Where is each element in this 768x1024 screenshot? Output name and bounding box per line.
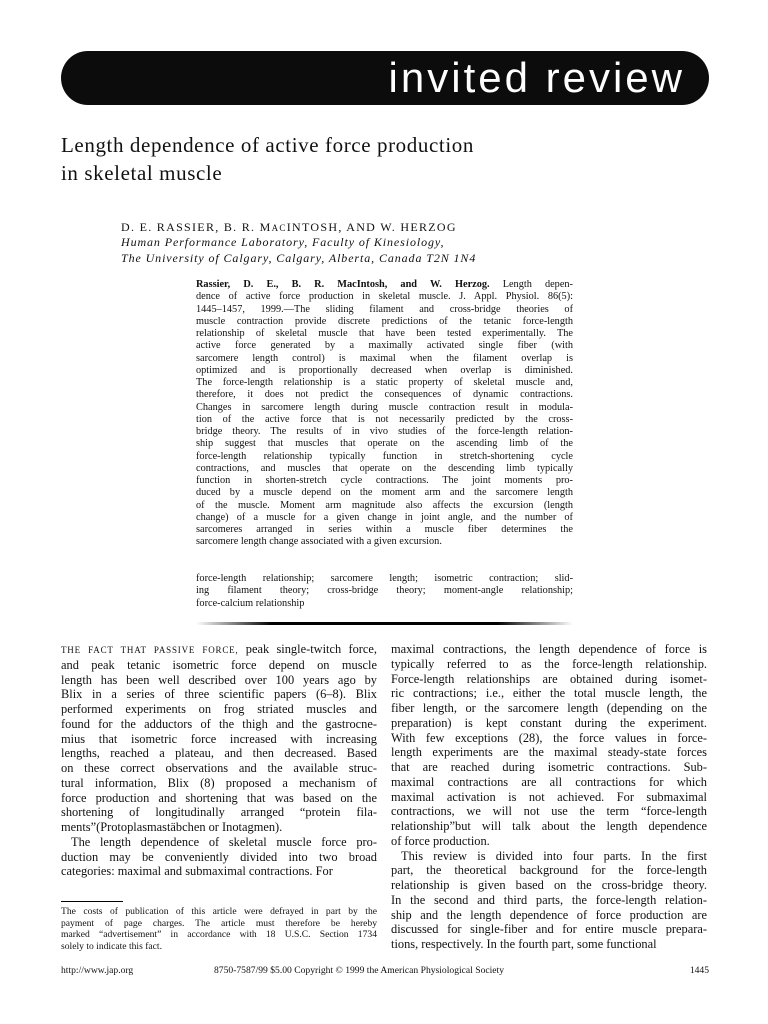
keyword-line: force-calcium relationship [196, 597, 305, 609]
abstract [196, 279, 573, 549]
body-line: found for the adductors of the thigh and the gastrocne- [61, 716, 377, 731]
title-line: in skeletal muscle [61, 161, 223, 185]
footnote [61, 906, 377, 952]
page-footer [61, 964, 709, 978]
abstract-lead: Length depen- [489, 279, 573, 290]
body-line: of force production. [391, 833, 490, 848]
abstract-line: contractions, and muscles that operate on the descending limb typically [196, 462, 573, 474]
body-line: shortening of longitudinally arranged “protein fila- [61, 805, 377, 820]
abstract-line: dence of active force production in skeletal muscle. J. Appl. Physiol. 86(5): [196, 291, 573, 303]
body-line: part, the theoretical background for the force-length [391, 863, 707, 878]
body-column-left [61, 642, 377, 879]
affiliation-line: The University of Calgary, Calgary, Alberta, Canada T2N 1N4 [121, 251, 477, 265]
body-line: With few exceptions (28), the force values in force- [391, 730, 707, 745]
footnote-line: payment of page charges. The article must therefore be hereby [61, 917, 377, 929]
body-line: The length dependence of skeletal muscle force pro- [71, 834, 377, 849]
abstract-line: The force-length relationship is a static property of skeletal muscle and, [196, 377, 573, 388]
abstract-line: ship suggest that muscles that operate on the ascending limb of the [196, 438, 573, 450]
body-line: length experiments are the maximal steady-state forces [391, 745, 707, 760]
section-divider [196, 622, 573, 625]
body-line: categories: maximal and submaximal contractions. For [61, 864, 333, 879]
body-line: Blix in a series of three scientific papers (6–8). Blix [61, 687, 377, 702]
abstract-line: sarcomere length control) is maximal when the filament overlap is [196, 352, 573, 364]
body-line: mius that isometric force increased with increasing [61, 731, 377, 746]
lead-in-text: peak single-twitch force, [238, 642, 377, 656]
abstract-line: 1445–1457, 1999.—The sliding filament and cross-bridge theories of [196, 303, 573, 315]
journal-url[interactable]: http://www.jap.org [61, 965, 134, 976]
authors-part: D. E. RASSIER, B. R. M [121, 220, 272, 234]
keywords [196, 573, 573, 610]
authors-part: INTOSH, AND W. HERZOG [286, 220, 457, 234]
abstract-line: optimized and is proportionally decreased when overlap is diminished. [196, 364, 573, 376]
footnote-line: solely to indicate this fact. [61, 940, 162, 952]
body-line: duction may be conveniently divided into two broad [61, 849, 377, 864]
body-line: maximal activation is not achieved. For submaximal [391, 789, 707, 804]
lead-in-smallcaps: THE FACT THAT PASSIVE FORCE, [61, 645, 239, 655]
body-line: tions, respectively. In the fourth part, some functional [391, 937, 657, 951]
footnote-line: marked “advertisement” in accordance with 18 U.S.C. Section 1734 [61, 929, 377, 940]
body-line: typically referred to as the force-length relationship. [391, 656, 707, 671]
body-line: performed experiments on frog striated muscles and [61, 702, 377, 716]
body-line: force production and shortening that was based on the [61, 790, 377, 805]
abstract-line: active force generated by a maximally activated single fiber (with [196, 340, 573, 352]
abstract-line: muscle contraction provide discrete predictions of the tetanic force-length [196, 315, 573, 327]
body-line: maximal contractions are all contractions for which [391, 774, 707, 789]
body-line: ments”(Protoplasmastäbchen or Inotagmen). [61, 820, 283, 834]
abstract-line: sarcomere length change associated with a given excursion. [196, 536, 442, 548]
body-line: on these correct observations and the available struc- [61, 761, 377, 775]
body-line: ship and the length dependence of force production are [391, 907, 707, 922]
abstract-line: force-length relationship typically function in stretch-shortening cycle [196, 450, 573, 462]
body-line: ric contractions; i.e., either the total muscle length, the [391, 686, 707, 701]
abstract-line: relationship of skeletal muscle that have been tested experimentally. The [196, 328, 573, 339]
abstract-first-line [196, 279, 573, 291]
footnote-line: The costs of publication of this article were defrayed in part by the [61, 906, 377, 917]
body-line: maximal contractions, the length dependence of force is [391, 642, 707, 656]
body-line: discussed for single-fiber and for entire muscle prepara- [391, 922, 707, 937]
abstract-line: of the muscle. Moment arm magnitude also affects the excursion (length [196, 499, 573, 511]
article-title [61, 131, 621, 187]
keyword-line: ing filament theory; cross-bridge theory; moment-angle relationship; [196, 585, 573, 597]
abstract-line: function in shorten-stretch cycle contractions. The joint moments pro- [196, 475, 573, 486]
body-line: tural information, Blix (8) proposed a mechanism of [61, 775, 377, 790]
body-line: and peak tetanic isometric force depend on muscle [61, 657, 377, 672]
body-line: contractions, we will not use the term “force-length [391, 804, 707, 819]
body-line: that are reached during isometric contractions. Sub- [391, 760, 707, 774]
copyright-line: 8750-7587/99 $5.00 Copyright © 1999 the American Physiological Society [214, 965, 505, 976]
body-line: relationship”but will talk about the length dependence [391, 819, 707, 833]
body-line: length has been well described over 100 years ago by [61, 672, 377, 687]
abstract-line: Changes in sarcomere length during muscle contraction result in modula- [196, 401, 573, 413]
section-banner [61, 51, 709, 105]
affiliation [121, 234, 476, 266]
abstract-line: tion of the active force that is not necessarily predicted by the cross- [196, 413, 573, 425]
body-line: Force-length relationships are obtained during isomet- [391, 671, 707, 686]
body-line: preparation) is kept constant during the experiment. [391, 715, 707, 730]
body-line: This review is divided into four parts. In the first [401, 848, 707, 863]
abstract-line: bridge theory. The results of in vivo studies of the force-length relation- [196, 426, 573, 437]
body-line: lengths, reached a plateau, and then decreased. Based [61, 746, 377, 761]
citation-authors: Rassier, D. E., B. R. MacIntosh, and W. Herzog. [196, 279, 490, 290]
body-line: In the second and third parts, the force-length relation- [391, 892, 707, 907]
abstract-line: sarcomeres arranged in series within a muscle fiber determines the [196, 524, 573, 535]
affiliation-line: Human Performance Laboratory, Faculty of Kinesiology, [121, 235, 445, 249]
page-number: 1445 [689, 965, 709, 976]
footnote-rule [61, 901, 123, 902]
body-column-right [391, 642, 707, 952]
title-line: Length dependence of active force production [61, 133, 474, 157]
body-first-line [61, 642, 377, 658]
body-line: relationship is given based on the cross-bridge theory. [391, 878, 707, 892]
keyword-line: force-length relationship; sarcomere length; isometric contraction; slid- [196, 573, 573, 584]
abstract-line: change) of a muscle for a given change in joint angle, and the number of [196, 511, 573, 523]
abstract-line: therefore, it does not predict the consequences of dynamic contractions. [196, 389, 573, 401]
body-line: fiber length, or the sarcomere length (depending on the [391, 701, 707, 715]
authors-smallcaps: AC [271, 223, 287, 233]
abstract-line: duced by a muscle depend on the moment arm and the sarcomere length [196, 487, 573, 499]
section-label: invited review [388, 54, 685, 101]
